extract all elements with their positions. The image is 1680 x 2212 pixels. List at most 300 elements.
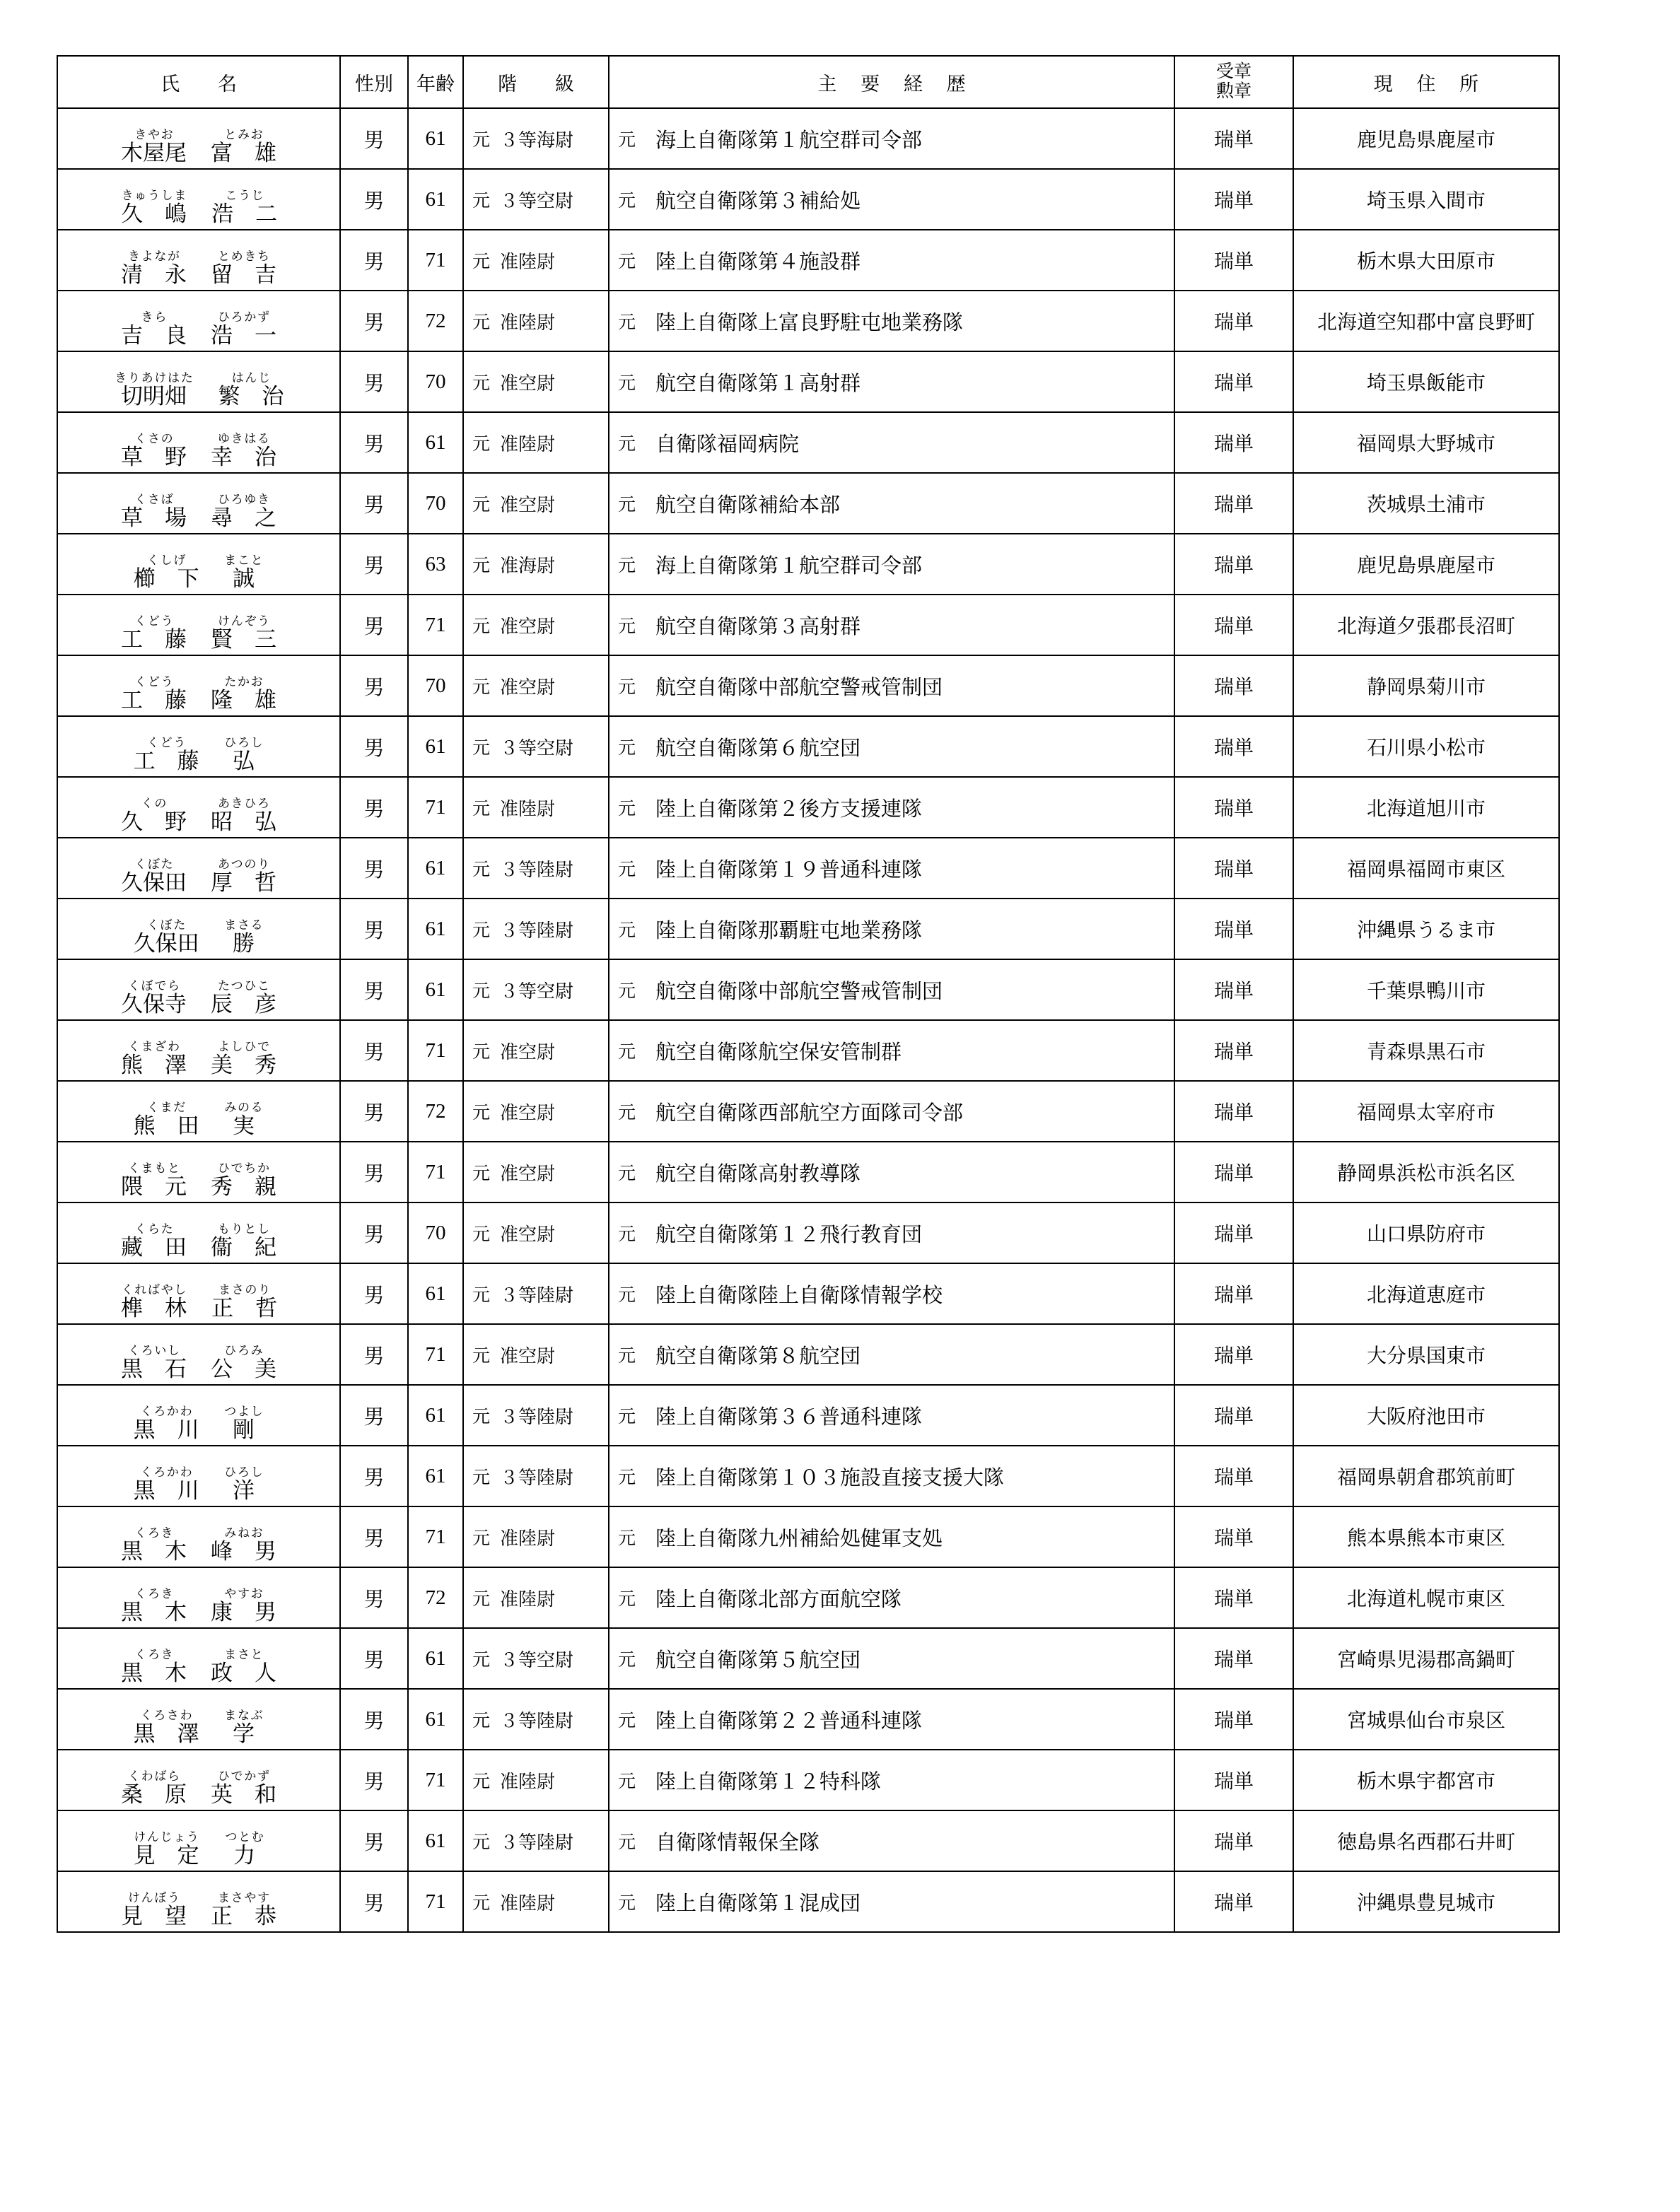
career-text: 航空自衛隊第５航空団 bbox=[655, 1649, 861, 1672]
family-name bbox=[134, 1709, 199, 1746]
given-name-furigana: こうじ bbox=[225, 189, 265, 203]
rank-former-prefix: 元 bbox=[472, 252, 491, 271]
column-header-address: 現 住 所 bbox=[1293, 56, 1559, 108]
cell-career bbox=[609, 1142, 1174, 1202]
cell-age: 63 bbox=[408, 534, 463, 595]
cell-age: 72 bbox=[408, 1081, 463, 1142]
cell-medal: 瑞単 bbox=[1174, 1020, 1293, 1081]
career-former-prefix: 元 bbox=[618, 131, 636, 150]
cell-career bbox=[609, 777, 1174, 838]
cell-sex: 男 bbox=[340, 1142, 408, 1202]
cell-address: 宮崎県児湯郡高鍋町 bbox=[1293, 1628, 1559, 1689]
family-name-furigana: くらた bbox=[134, 1222, 175, 1236]
given-name-kanji: 峰 男 bbox=[211, 1539, 276, 1564]
family-name bbox=[121, 1649, 187, 1685]
rank-former-prefix: 元 bbox=[472, 1529, 491, 1548]
given-name bbox=[224, 1831, 265, 1868]
cell-rank bbox=[463, 1689, 609, 1750]
cell-medal: 瑞単 bbox=[1174, 1263, 1293, 1324]
cell-rank bbox=[463, 1810, 609, 1871]
given-name bbox=[223, 554, 264, 591]
cell-rank bbox=[463, 1081, 609, 1142]
family-name bbox=[133, 1831, 200, 1868]
career-former-prefix: 元 bbox=[618, 313, 636, 332]
career-former-prefix: 元 bbox=[618, 1104, 636, 1123]
given-name-furigana: まこと bbox=[224, 554, 264, 568]
cell-career bbox=[609, 1446, 1174, 1506]
rank-former-prefix: 元 bbox=[472, 1894, 491, 1913]
cell-sex: 男 bbox=[340, 1567, 408, 1628]
given-name bbox=[223, 919, 264, 956]
family-name-kanji: 熊 澤 bbox=[121, 1053, 187, 1078]
cell-age: 71 bbox=[408, 230, 463, 291]
career-text: 陸上自衛隊第３６普通科連隊 bbox=[655, 1405, 923, 1429]
cell-age: 61 bbox=[408, 1385, 463, 1446]
given-name bbox=[211, 189, 277, 226]
rank-text: 准空尉 bbox=[500, 1224, 556, 1245]
cell-medal: 瑞単 bbox=[1174, 1628, 1293, 1689]
family-name bbox=[134, 1466, 199, 1503]
table-row bbox=[57, 291, 1559, 351]
rank-text: 准空尉 bbox=[500, 1163, 556, 1184]
cell-name bbox=[57, 1871, 340, 1932]
cell-address: 福岡県太宰府市 bbox=[1293, 1081, 1559, 1142]
career-text: 航空自衛隊補給本部 bbox=[655, 493, 841, 517]
column-header-age: 年齢 bbox=[408, 56, 463, 108]
career-former-prefix: 元 bbox=[618, 800, 636, 819]
cell-rank bbox=[463, 1202, 609, 1263]
table-row bbox=[57, 1385, 1559, 1446]
cell-age: 71 bbox=[408, 777, 463, 838]
career-former-prefix: 元 bbox=[618, 678, 636, 697]
family-name-kanji: 熊 田 bbox=[133, 1113, 199, 1139]
career-former-prefix: 元 bbox=[618, 1772, 636, 1791]
career-text: 陸上自衛隊那覇駐屯地業務隊 bbox=[655, 919, 923, 942]
cell-medal: 瑞単 bbox=[1174, 595, 1293, 655]
given-name-furigana: まなぶ bbox=[224, 1709, 264, 1723]
career-former-prefix: 元 bbox=[618, 1711, 636, 1731]
given-name bbox=[211, 1588, 276, 1625]
cell-sex: 男 bbox=[340, 1871, 408, 1932]
column-header-medal-line2: 勲章 bbox=[1215, 82, 1252, 101]
given-name-furigana: はんじ bbox=[231, 371, 272, 385]
cell-rank bbox=[463, 1385, 609, 1446]
cell-age: 71 bbox=[408, 1506, 463, 1567]
career-former-prefix: 元 bbox=[618, 1164, 636, 1183]
career-former-prefix: 元 bbox=[618, 921, 636, 940]
rank-former-prefix: 元 bbox=[472, 1286, 491, 1305]
career-text: 陸上自衛隊第１２特科隊 bbox=[655, 1770, 882, 1793]
cell-sex: 男 bbox=[340, 412, 408, 473]
family-name-kanji: 見 定 bbox=[133, 1843, 199, 1868]
rank-former-prefix: 元 bbox=[472, 1468, 491, 1487]
honors-roster-table bbox=[57, 55, 1560, 1933]
cell-sex: 男 bbox=[340, 1506, 408, 1567]
career-text: 航空自衛隊第１２飛行教育団 bbox=[655, 1223, 923, 1246]
cell-age: 70 bbox=[408, 1202, 463, 1263]
cell-medal: 瑞単 bbox=[1174, 230, 1293, 291]
given-name-furigana: ゆきはる bbox=[217, 432, 271, 446]
rank-text: 准陸尉 bbox=[500, 798, 556, 819]
cell-sex: 男 bbox=[340, 1020, 408, 1081]
cell-career bbox=[609, 230, 1174, 291]
family-name-kanji: 草 野 bbox=[121, 445, 187, 470]
rank-text: 准空尉 bbox=[500, 677, 556, 698]
rank-former-prefix: 元 bbox=[472, 1408, 491, 1427]
rank-former-prefix: 元 bbox=[472, 800, 491, 819]
cell-age: 71 bbox=[408, 1324, 463, 1385]
family-name bbox=[114, 372, 194, 409]
cell-age: 72 bbox=[408, 1567, 463, 1628]
cell-address: 北海道札幌市東区 bbox=[1293, 1567, 1559, 1628]
career-former-prefix: 元 bbox=[618, 617, 636, 636]
table-row bbox=[57, 777, 1559, 838]
table-row bbox=[57, 1446, 1559, 1506]
given-name-kanji: 正 恭 bbox=[211, 1904, 276, 1929]
given-name-furigana: よしひで bbox=[217, 1040, 271, 1054]
given-name-furigana: とみお bbox=[224, 128, 264, 142]
cell-career bbox=[609, 1385, 1174, 1446]
rank-text: 准空尉 bbox=[500, 373, 556, 394]
cell-medal: 瑞単 bbox=[1174, 838, 1293, 899]
family-name-kanji: 木屋尾 bbox=[121, 141, 187, 166]
cell-career bbox=[609, 169, 1174, 230]
cell-medal: 瑞単 bbox=[1174, 291, 1293, 351]
given-name-kanji: 厚 哲 bbox=[211, 870, 276, 896]
rank-text: ３等陸尉 bbox=[500, 1406, 574, 1427]
career-text: 陸上自衛隊北部方面航空隊 bbox=[655, 1588, 902, 1611]
family-name bbox=[121, 1041, 187, 1077]
given-name bbox=[211, 1770, 276, 1807]
given-name bbox=[211, 1892, 276, 1929]
table-row bbox=[57, 1020, 1559, 1081]
given-name-kanji: 学 bbox=[232, 1721, 255, 1747]
cell-sex: 男 bbox=[340, 595, 408, 655]
family-name bbox=[134, 1405, 199, 1442]
cell-age: 61 bbox=[408, 412, 463, 473]
cell-medal: 瑞単 bbox=[1174, 1750, 1293, 1810]
cell-name bbox=[57, 169, 340, 230]
family-name bbox=[121, 1892, 187, 1929]
family-name-kanji: 藏 田 bbox=[121, 1235, 187, 1260]
family-name bbox=[121, 1162, 187, 1199]
cell-address: 福岡県大野城市 bbox=[1293, 412, 1559, 473]
cell-sex: 男 bbox=[340, 1385, 408, 1446]
career-text: 航空自衛隊第６航空団 bbox=[655, 737, 861, 760]
cell-sex: 男 bbox=[340, 1081, 408, 1142]
rank-text: ３等陸尉 bbox=[500, 1467, 574, 1488]
career-former-prefix: 元 bbox=[618, 1894, 636, 1913]
column-header-sex: 性別 bbox=[340, 56, 408, 108]
given-name bbox=[223, 1466, 264, 1503]
given-name bbox=[211, 493, 276, 530]
rank-text: ３等陸尉 bbox=[500, 1832, 574, 1853]
cell-name bbox=[57, 1567, 340, 1628]
family-name-kanji: 黒 木 bbox=[121, 1539, 187, 1564]
family-name-kanji: 黒 澤 bbox=[133, 1721, 199, 1747]
career-text: 陸上自衛隊陸上自衛隊情報学校 bbox=[655, 1284, 943, 1307]
given-name bbox=[211, 129, 276, 165]
given-name bbox=[211, 433, 276, 469]
cell-age: 61 bbox=[408, 1628, 463, 1689]
career-text: 航空自衛隊第３補給処 bbox=[655, 189, 861, 213]
cell-name bbox=[57, 1750, 340, 1810]
cell-career bbox=[609, 1020, 1174, 1081]
cell-name bbox=[57, 1202, 340, 1263]
cell-career bbox=[609, 1871, 1174, 1932]
table-row bbox=[57, 1142, 1559, 1202]
cell-medal: 瑞単 bbox=[1174, 169, 1293, 230]
given-name-furigana: たかお bbox=[224, 675, 264, 689]
cell-address: 埼玉県入間市 bbox=[1293, 169, 1559, 230]
cell-rank bbox=[463, 1506, 609, 1567]
family-name-kanji: 草 場 bbox=[121, 505, 187, 531]
rank-text: 准空尉 bbox=[500, 1345, 556, 1367]
rank-former-prefix: 元 bbox=[472, 739, 491, 758]
table-row bbox=[57, 351, 1559, 412]
rank-text: 准空尉 bbox=[500, 494, 556, 515]
given-name-furigana: みのる bbox=[224, 1101, 264, 1115]
cell-address: 福岡県福岡市東区 bbox=[1293, 838, 1559, 899]
rank-text: ３等空尉 bbox=[500, 190, 574, 211]
family-name-furigana: くぼた bbox=[134, 858, 175, 872]
cell-address: 沖縄県うるま市 bbox=[1293, 899, 1559, 959]
given-name-kanji: 尋 之 bbox=[211, 505, 276, 531]
career-text: 航空自衛隊航空保安管制群 bbox=[655, 1041, 902, 1064]
career-former-prefix: 元 bbox=[618, 1225, 636, 1244]
career-former-prefix: 元 bbox=[618, 1651, 636, 1670]
given-name bbox=[211, 676, 276, 713]
cell-rank bbox=[463, 1263, 609, 1324]
column-header-rank: 階 級 bbox=[463, 56, 609, 108]
cell-sex: 男 bbox=[340, 1750, 408, 1810]
table-row bbox=[57, 1506, 1559, 1567]
given-name-kanji: 隆 雄 bbox=[211, 688, 276, 713]
family-name-furigana: くろいし bbox=[127, 1344, 181, 1358]
cell-sex: 男 bbox=[340, 899, 408, 959]
rank-former-prefix: 元 bbox=[472, 1104, 491, 1123]
cell-address: 宮城県仙台市泉区 bbox=[1293, 1689, 1559, 1750]
family-name-furigana: くの bbox=[141, 797, 168, 811]
career-text: 陸上自衛隊第１９普通科連隊 bbox=[655, 858, 923, 882]
cell-rank bbox=[463, 1142, 609, 1202]
cell-rank bbox=[463, 595, 609, 655]
family-name-furigana: くどう bbox=[134, 675, 175, 689]
career-former-prefix: 元 bbox=[618, 1529, 636, 1548]
given-name-kanji: 弘 bbox=[232, 749, 255, 774]
cell-name bbox=[57, 1081, 340, 1142]
family-name-kanji: 黒 石 bbox=[121, 1357, 187, 1382]
cell-name bbox=[57, 716, 340, 777]
given-name-furigana: つとむ bbox=[225, 1830, 265, 1844]
rank-former-prefix: 元 bbox=[472, 1347, 491, 1366]
career-text: 航空自衛隊中部航空警戒管制団 bbox=[655, 980, 943, 1003]
given-name-kanji: 衞 紀 bbox=[211, 1235, 276, 1260]
family-name-kanji: 久 嶋 bbox=[121, 201, 187, 227]
family-name bbox=[121, 858, 187, 895]
cell-age: 61 bbox=[408, 716, 463, 777]
cell-career bbox=[609, 412, 1174, 473]
cell-sex: 男 bbox=[340, 473, 408, 534]
cell-address: 栃木県宇都宮市 bbox=[1293, 1750, 1559, 1810]
cell-rank bbox=[463, 473, 609, 534]
family-name-kanji: 工 藤 bbox=[133, 749, 199, 774]
cell-address: 大分県国東市 bbox=[1293, 1324, 1559, 1385]
given-name-kanji: 浩 一 bbox=[211, 323, 276, 349]
cell-rank bbox=[463, 412, 609, 473]
given-name-furigana: あつのり bbox=[217, 858, 271, 872]
family-name-kanji: 見 望 bbox=[121, 1904, 187, 1929]
table-row bbox=[57, 534, 1559, 595]
cell-career bbox=[609, 1506, 1174, 1567]
cell-career bbox=[609, 1567, 1174, 1628]
cell-medal: 瑞単 bbox=[1174, 716, 1293, 777]
cell-age: 61 bbox=[408, 108, 463, 169]
family-name bbox=[121, 493, 187, 530]
career-text: 航空自衛隊高射教導隊 bbox=[655, 1162, 861, 1186]
family-name bbox=[121, 129, 187, 165]
cell-career bbox=[609, 838, 1174, 899]
cell-address: 静岡県菊川市 bbox=[1293, 655, 1559, 716]
table-row bbox=[57, 899, 1559, 959]
cell-sex: 男 bbox=[340, 230, 408, 291]
family-name bbox=[121, 1770, 187, 1807]
cell-age: 61 bbox=[408, 1446, 463, 1506]
cell-address: 千葉県鴨川市 bbox=[1293, 959, 1559, 1020]
cell-sex: 男 bbox=[340, 777, 408, 838]
career-text: 航空自衛隊西部航空方面隊司令部 bbox=[655, 1101, 964, 1125]
given-name-furigana: けんぞう bbox=[217, 614, 271, 628]
given-name bbox=[211, 1527, 276, 1564]
given-name bbox=[211, 615, 276, 652]
given-name bbox=[211, 1041, 276, 1077]
given-name-kanji: 幸 治 bbox=[211, 445, 276, 470]
given-name bbox=[211, 1162, 276, 1199]
family-name-kanji: 黒 川 bbox=[133, 1417, 199, 1443]
given-name-furigana: やすお bbox=[224, 1587, 264, 1601]
cell-name bbox=[57, 595, 340, 655]
rank-text: 准陸尉 bbox=[500, 1892, 556, 1914]
table-row bbox=[57, 838, 1559, 899]
cell-age: 61 bbox=[408, 899, 463, 959]
cell-address: 福岡県朝倉郡筑前町 bbox=[1293, 1446, 1559, 1506]
cell-medal: 瑞単 bbox=[1174, 1324, 1293, 1385]
cell-age: 61 bbox=[408, 959, 463, 1020]
cell-address: 青森県黒石市 bbox=[1293, 1020, 1559, 1081]
cell-age: 70 bbox=[408, 655, 463, 716]
career-text: 陸上自衛隊第２２普通科連隊 bbox=[655, 1709, 923, 1733]
family-name bbox=[121, 311, 187, 348]
family-name-furigana: くろかわ bbox=[140, 1405, 194, 1419]
cell-medal: 瑞単 bbox=[1174, 1081, 1293, 1142]
family-name bbox=[121, 1527, 187, 1564]
career-former-prefix: 元 bbox=[618, 1590, 636, 1609]
cell-address: 北海道恵庭市 bbox=[1293, 1263, 1559, 1324]
cell-name bbox=[57, 1810, 340, 1871]
career-former-prefix: 元 bbox=[618, 982, 636, 1001]
cell-sex: 男 bbox=[340, 351, 408, 412]
cell-career bbox=[609, 351, 1174, 412]
cell-medal: 瑞単 bbox=[1174, 1202, 1293, 1263]
cell-rank bbox=[463, 1871, 609, 1932]
career-former-prefix: 元 bbox=[618, 374, 636, 393]
cell-name bbox=[57, 1020, 340, 1081]
career-text: 自衛隊情報保全隊 bbox=[655, 1831, 820, 1854]
rank-former-prefix: 元 bbox=[472, 860, 491, 879]
table-header bbox=[57, 56, 1559, 108]
table-body bbox=[57, 108, 1559, 1932]
cell-name bbox=[57, 108, 340, 169]
family-name bbox=[121, 250, 187, 287]
given-name bbox=[223, 737, 264, 773]
table-header-row bbox=[57, 56, 1559, 108]
given-name-kanji: 正 哲 bbox=[211, 1296, 278, 1321]
cell-rank bbox=[463, 1446, 609, 1506]
cell-medal: 瑞単 bbox=[1174, 351, 1293, 412]
cell-name bbox=[57, 473, 340, 534]
career-former-prefix: 元 bbox=[618, 1408, 636, 1427]
rank-former-prefix: 元 bbox=[472, 131, 491, 150]
cell-medal: 瑞単 bbox=[1174, 899, 1293, 959]
family-name bbox=[121, 615, 187, 652]
given-name bbox=[211, 311, 276, 348]
family-name bbox=[134, 737, 199, 773]
rank-text: 准陸尉 bbox=[500, 1588, 556, 1610]
family-name-furigana: くろさわ bbox=[140, 1709, 194, 1723]
given-name-furigana: つよし bbox=[224, 1405, 264, 1419]
cell-sex: 男 bbox=[340, 959, 408, 1020]
cell-age: 70 bbox=[408, 473, 463, 534]
cell-name bbox=[57, 777, 340, 838]
family-name-furigana: くまざわ bbox=[127, 1040, 181, 1054]
cell-rank bbox=[463, 534, 609, 595]
rank-former-prefix: 元 bbox=[472, 313, 491, 332]
cell-career bbox=[609, 899, 1174, 959]
column-header-medal bbox=[1174, 56, 1293, 108]
given-name-kanji: 昭 弘 bbox=[211, 809, 276, 835]
table-row bbox=[57, 959, 1559, 1020]
rank-former-prefix: 元 bbox=[472, 617, 491, 636]
family-name bbox=[121, 1223, 187, 1260]
given-name bbox=[211, 980, 276, 1017]
table-row bbox=[57, 716, 1559, 777]
career-former-prefix: 元 bbox=[618, 1833, 636, 1852]
career-text: 陸上自衛隊第１混成団 bbox=[655, 1892, 861, 1915]
cell-sex: 男 bbox=[340, 108, 408, 169]
family-name bbox=[120, 189, 187, 226]
table-row bbox=[57, 108, 1559, 169]
career-text: 海上自衛隊第１航空群司令部 bbox=[655, 129, 923, 152]
given-name-furigana: あきひろ bbox=[217, 797, 271, 811]
family-name-kanji: 清 永 bbox=[121, 262, 187, 288]
cell-age: 72 bbox=[408, 291, 463, 351]
family-name-kanji: 黒 川 bbox=[133, 1478, 199, 1504]
cell-name bbox=[57, 1506, 340, 1567]
table-row bbox=[57, 473, 1559, 534]
cell-medal: 瑞単 bbox=[1174, 108, 1293, 169]
given-name-kanji: 留 吉 bbox=[211, 262, 276, 288]
cell-name bbox=[57, 1142, 340, 1202]
rank-former-prefix: 元 bbox=[472, 1043, 491, 1062]
cell-career bbox=[609, 108, 1174, 169]
cell-rank bbox=[463, 1750, 609, 1810]
cell-age: 71 bbox=[408, 1871, 463, 1932]
family-name-kanji: 切明畑 bbox=[120, 384, 187, 409]
rank-former-prefix: 元 bbox=[472, 556, 491, 575]
family-name-kanji: 久 野 bbox=[121, 809, 187, 835]
given-name-furigana: ひでかず bbox=[217, 1769, 271, 1784]
rank-text: ３等陸尉 bbox=[500, 1710, 574, 1731]
